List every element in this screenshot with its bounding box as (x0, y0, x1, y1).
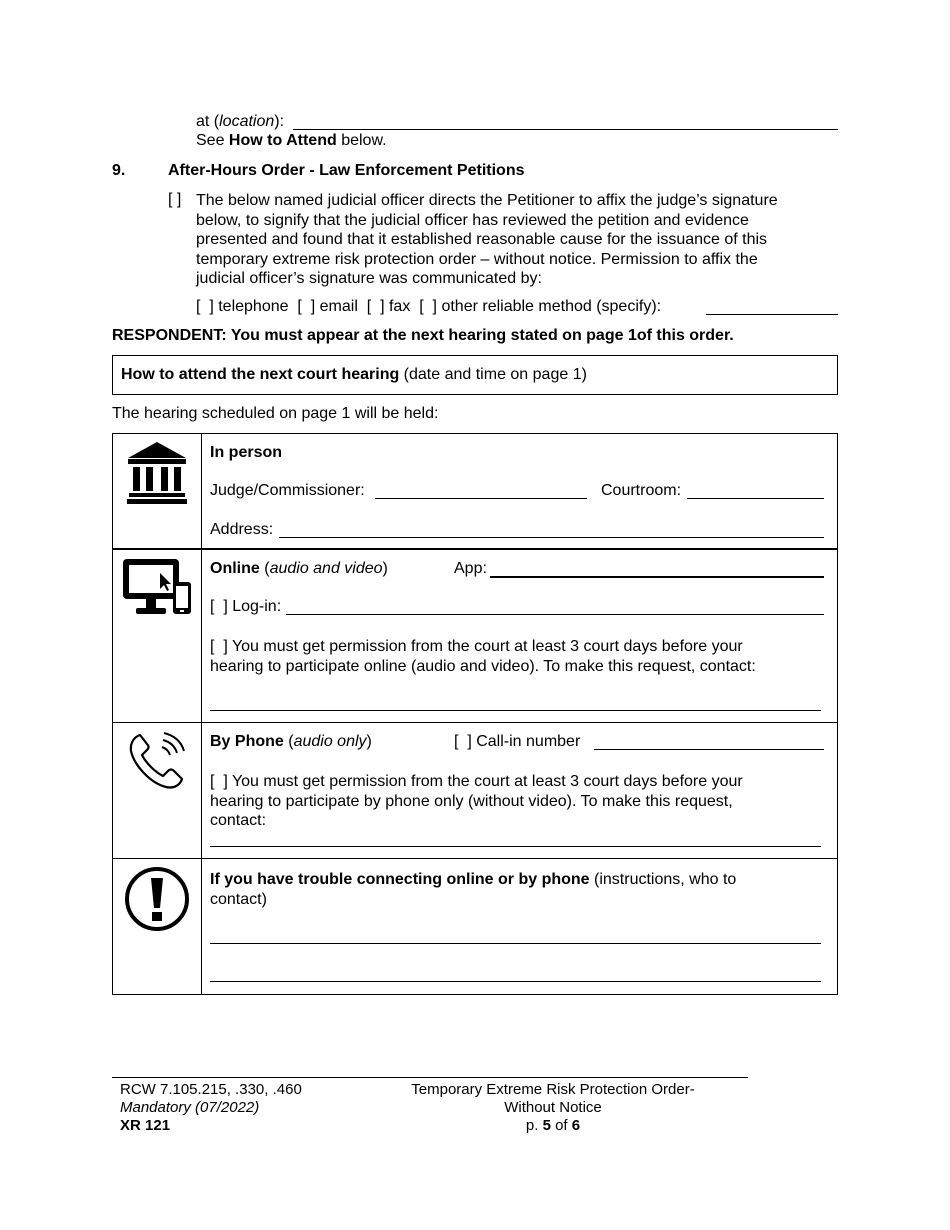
row-divider (112, 722, 838, 723)
judge-label: Judge/Commissioner: (210, 482, 365, 499)
trouble-text-line-2: contact) (210, 890, 267, 908)
respondent-notice: RESPONDENT: You must appear at the next hearing stated on page 1of this order. (112, 327, 734, 344)
address-label: Address: (210, 521, 274, 538)
online-permission (210, 637, 830, 676)
how-to-attend-heading: How to attend the next court hearing (date and time on page 1) (121, 366, 587, 383)
phone-permission-line: contact: (210, 812, 267, 830)
login-field[interactable] (286, 614, 824, 615)
footer-rule (112, 1077, 748, 1078)
online-contact-field[interactable] (210, 710, 821, 711)
callin-field[interactable] (594, 749, 824, 750)
after-hours-line-4: temporary extreme risk protection order – without notice. Permission to affix the (196, 250, 758, 268)
row-divider (112, 858, 838, 859)
hearing-intro: The hearing scheduled on page 1 will be held: (112, 405, 439, 422)
after-hours-text (196, 191, 846, 289)
footer-title-1: Temporary Extreme Risk Protection Order- (411, 1081, 695, 1098)
online-permission-line[interactable]: [ ] You must get permission from the court at least 3 court days before your (210, 638, 743, 655)
exclamation-icon (124, 866, 190, 932)
judge-field[interactable] (375, 498, 587, 499)
phone-permission (210, 772, 830, 831)
after-hours-checkbox[interactable]: [ ] (168, 191, 182, 208)
section-9-number: 9. (112, 162, 126, 179)
location-field[interactable] (293, 129, 838, 130)
computer-phone-icon (120, 556, 194, 618)
footer-center (398, 1081, 708, 1135)
how-to-attend-box (112, 355, 838, 395)
online-title: Online (audio and video) (210, 560, 388, 577)
app-field[interactable] (490, 576, 824, 578)
after-hours-line-3: presented and found that it established reasonable cause for the issuance of this (196, 231, 768, 249)
address-field[interactable] (279, 537, 824, 538)
footer-mandatory: Mandatory (07/2022) (120, 1099, 260, 1116)
phone-permission-line: hearing to participate by phone only (without video). To make this request, (210, 792, 733, 810)
phone-title: By Phone (audio only) (210, 733, 372, 750)
trouble-text: If you have trouble connecting online or by phone (instructions, who to contact) (210, 870, 830, 909)
courthouse-icon (126, 440, 188, 506)
online-permission-line: hearing to participate online (audio and video). To make this request, contact: (210, 657, 756, 675)
trouble-field-2[interactable] (210, 981, 821, 982)
row-divider (112, 548, 838, 550)
phone-contact-field[interactable] (210, 846, 821, 847)
trouble-field-1[interactable] (210, 943, 821, 944)
callin-label[interactable]: [ ] Call-in number (454, 733, 581, 750)
footer-page: p. 5 of 6 (525, 1117, 581, 1134)
login-label[interactable]: [ ] Log-in: (210, 598, 282, 615)
footer-left (120, 1081, 302, 1135)
section-9-title: After-Hours Order - Law Enforcement Petitions (168, 162, 525, 179)
location-label: at (location): (196, 113, 285, 130)
after-hours-line-1: The below named judicial officer directs the Petitioner to affix the judge’s signature (196, 192, 778, 209)
other-method-field[interactable] (706, 314, 838, 315)
courtroom-field[interactable] (687, 498, 824, 499)
after-hours-line-2: below, to signify that the judicial officer has reviewed the petition and evidence (196, 211, 749, 229)
footer-title-2: Without Notice (504, 1099, 602, 1116)
in-person-title: In person (210, 444, 283, 461)
communication-methods[interactable]: [ ] telephone [ ] email [ ] fax [ ] other reliable method (specify): (196, 298, 662, 315)
phone-permission-line[interactable]: [ ] You must get permission from the court at least 3 court days before your (210, 773, 743, 790)
courtroom-label: Courtroom: (601, 482, 682, 499)
phone-icon (128, 731, 186, 791)
hearing-table (112, 433, 838, 995)
table-divider (201, 433, 202, 995)
app-label: App: (454, 560, 487, 577)
footer-rcw: RCW 7.105.215, .330, .460 (120, 1081, 302, 1098)
footer-form-id: XR 121 (120, 1117, 171, 1134)
see-how-to-attend: See How to Attend below. (196, 132, 387, 149)
after-hours-line-5: judicial officer’s signature was communicated by: (196, 270, 542, 288)
